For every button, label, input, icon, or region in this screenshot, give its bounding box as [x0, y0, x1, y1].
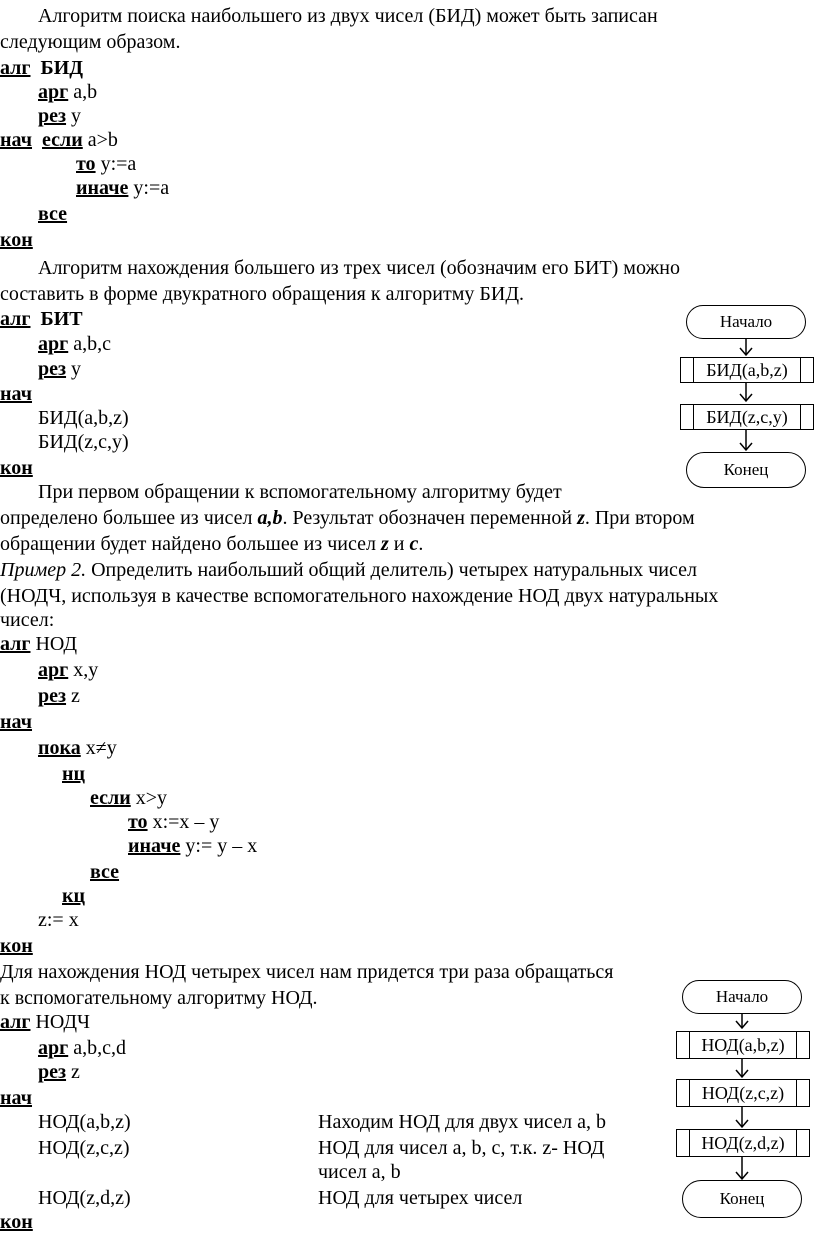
- bid-then-line: [76, 152, 136, 176]
- text-run: определено большее из чисел: [0, 507, 258, 529]
- text-run: обращении будет найдено большее из чисел: [0, 533, 381, 555]
- explain-line-3: [0, 532, 423, 556]
- nod-then-line: [128, 810, 219, 834]
- nodch-rez-line: [38, 1060, 80, 1084]
- keyword-arg: арг: [38, 333, 69, 355]
- keyword-inache: иначе: [76, 177, 129, 199]
- nod-else-line: [128, 834, 257, 858]
- flow-step-1: НОД(a,b,z): [676, 1031, 810, 1059]
- example2-line-2: (НОДЧ, используя в качестве вспомогательного нахождение НОД двух натуральных: [0, 585, 719, 607]
- if-condition: x>y: [135, 787, 168, 809]
- example2-line-3: чисел:: [0, 609, 55, 631]
- keyword-inache: иначе: [128, 835, 181, 857]
- bid-rez-line: [38, 104, 81, 128]
- nod-arg-line: [38, 658, 98, 682]
- bit-intro-line-1: Алгоритм нахождения большего из трех чисел (обозначим его БИТ) можно: [38, 257, 680, 279]
- flow-step-2: НОД(z,c,z): [676, 1079, 810, 1107]
- nodch-call-1: НОД(a,b,z): [38, 1111, 131, 1133]
- nodch-nach-line: [0, 1086, 32, 1110]
- flow-arrow: [734, 1014, 750, 1030]
- nod-nach-line: [0, 710, 32, 734]
- flow-arrow: [734, 1059, 750, 1079]
- arg-list: a,b,c,d: [73, 1037, 126, 1059]
- bit-call-1: БИД(a,b,z): [38, 407, 129, 429]
- then-stmt: x:=x – y: [152, 811, 220, 833]
- alg-name: БИТ: [40, 308, 83, 330]
- nodch-comment-2b: чисел a, b: [318, 1161, 401, 1183]
- keyword-esli: если: [42, 129, 83, 151]
- nod-nc-line: [62, 762, 85, 786]
- alg-name: НОД: [35, 633, 78, 655]
- var-c: c: [409, 533, 419, 555]
- text-run: . При втором: [584, 507, 695, 529]
- text-run: Определить наибольший общий делитель) четырех натуральных чисел: [86, 559, 697, 581]
- else-stmt: y:= y – x: [185, 835, 258, 857]
- bid-kon-line: [0, 228, 33, 252]
- text-run: .: [418, 533, 424, 555]
- var-z: z: [577, 507, 585, 529]
- keyword-rez: рез: [38, 358, 67, 380]
- arg-list: a,b: [73, 81, 98, 103]
- nod-rez-line: [38, 684, 80, 708]
- nod-header: [0, 632, 77, 656]
- keyword-kon: кон: [0, 935, 33, 957]
- flow-arrow: [738, 339, 754, 357]
- keyword-nach: нач: [0, 1087, 33, 1109]
- else-stmt: y:=a: [133, 177, 170, 199]
- arg-list: x,y: [73, 659, 99, 681]
- flow-arrow: [734, 1157, 750, 1181]
- bit-call-2: БИД(z,c,y): [38, 431, 129, 453]
- flow-arrow: [734, 1107, 750, 1129]
- flow-end: Конец: [686, 452, 806, 488]
- keyword-alg: алг: [0, 633, 31, 655]
- text-run: . Результат обозначен переменной: [282, 507, 578, 529]
- condition: a>b: [87, 129, 118, 151]
- intro-line-2: следующим образом.: [0, 31, 181, 53]
- flow-start: Начало: [682, 980, 802, 1014]
- keyword-alg: алг: [0, 1011, 31, 1033]
- nod-assign-line: z:= x: [38, 909, 79, 931]
- rez-var: z: [71, 1061, 80, 1083]
- keyword-nc: нц: [62, 763, 86, 785]
- keyword-arg: арг: [38, 1037, 69, 1059]
- flow-arrow: [738, 430, 754, 452]
- keyword-esli: если: [90, 787, 131, 809]
- keyword-alg: алг: [0, 308, 31, 330]
- nodch-arg-line: [38, 1036, 126, 1060]
- alg-name: НОДЧ: [35, 1011, 91, 1033]
- keyword-arg: арг: [38, 81, 69, 103]
- nod-esli-line: [90, 786, 167, 810]
- flow-arrow: [738, 383, 754, 403]
- keyword-nach: нач: [0, 383, 33, 405]
- keyword-to: то: [128, 811, 148, 833]
- nodch-comment-1: Находим НОД для двух чисел a, b: [318, 1111, 606, 1133]
- bit-kon-line: [0, 456, 33, 480]
- keyword-poka: пока: [38, 737, 81, 759]
- explain-line-2: [0, 506, 695, 530]
- keyword-rez: рез: [38, 1061, 67, 1083]
- keyword-vse: все: [90, 861, 120, 883]
- keyword-kon: кон: [0, 229, 33, 251]
- text-run: и: [388, 533, 410, 555]
- keyword-nach: нач: [0, 711, 33, 733]
- bid-vse-line: [38, 202, 67, 226]
- nod-kon-line: [0, 934, 33, 958]
- nodch-header: [0, 1010, 90, 1034]
- keyword-kc: кц: [62, 885, 86, 907]
- keyword-to: то: [76, 153, 96, 175]
- var-z: z: [380, 533, 389, 555]
- flow-start: Начало: [686, 305, 806, 339]
- rez-var: y: [71, 358, 82, 380]
- nodch-call-2: НОД(z,c,z): [38, 1137, 130, 1159]
- keyword-alg: алг: [0, 57, 31, 79]
- flow-step-2: БИД(z,c,y): [680, 404, 814, 430]
- example2-line-1: [0, 558, 697, 582]
- bid-header: [0, 56, 83, 80]
- nodch-comment-3: НОД для четырех чисел: [318, 1187, 523, 1209]
- rez-var: y: [71, 105, 82, 127]
- example-label: Пример 2.: [0, 559, 87, 581]
- bid-else-line: [76, 176, 169, 200]
- alg-name: БИД: [40, 57, 84, 79]
- flow-end: Конец: [682, 1180, 802, 1218]
- intro-line-1: Алгоритм поиска наибольшего из двух чисел (БИД) может быть записан: [38, 5, 658, 27]
- var-ab: a,b: [257, 507, 283, 529]
- bid-nach-line: [0, 128, 118, 152]
- nod-kc-line: [62, 884, 85, 908]
- rez-var: z: [71, 685, 80, 707]
- flow-step-1: БИД(a,b,z): [680, 357, 814, 383]
- nod-vse-line: [90, 860, 119, 884]
- keyword-rez: рез: [38, 105, 67, 127]
- keyword-arg: арг: [38, 659, 69, 681]
- nodch-call-3: НОД(z,d,z): [38, 1187, 131, 1209]
- bit-intro-line-2: составить в форме двукратного обращения к алгоритму БИД.: [0, 283, 524, 305]
- nodch-intro-line-1: Для нахождения НОД четырех чисел нам придется три раза обращаться: [0, 961, 614, 983]
- bit-nach-line: [0, 382, 32, 406]
- keyword-rez: рез: [38, 685, 67, 707]
- loop-condition: x≠y: [85, 737, 117, 759]
- flow-step-3: НОД(z,d,z): [676, 1129, 810, 1157]
- bid-arg-line: [38, 80, 97, 104]
- then-stmt: y:=a: [100, 153, 137, 175]
- keyword-vse: все: [38, 203, 68, 225]
- explain-line-1: При первом обращении к вспомогательному алгоритму будет: [38, 481, 562, 503]
- arg-list: a,b,c: [73, 333, 111, 355]
- nodch-intro-line-2: к вспомогательному алгоритму НОД.: [0, 987, 318, 1009]
- bit-header: [0, 307, 83, 331]
- nodch-comment-2a: НОД для чисел a, b, c, т.к. z- НОД: [318, 1137, 605, 1159]
- nodch-kon-line: [0, 1210, 33, 1234]
- keyword-kon: кон: [0, 457, 33, 479]
- keyword-kon: кон: [0, 1211, 33, 1233]
- bit-arg-line: [38, 332, 111, 356]
- nod-poka-line: [38, 736, 117, 760]
- bit-rez-line: [38, 357, 81, 381]
- keyword-nach: нач: [0, 129, 33, 151]
